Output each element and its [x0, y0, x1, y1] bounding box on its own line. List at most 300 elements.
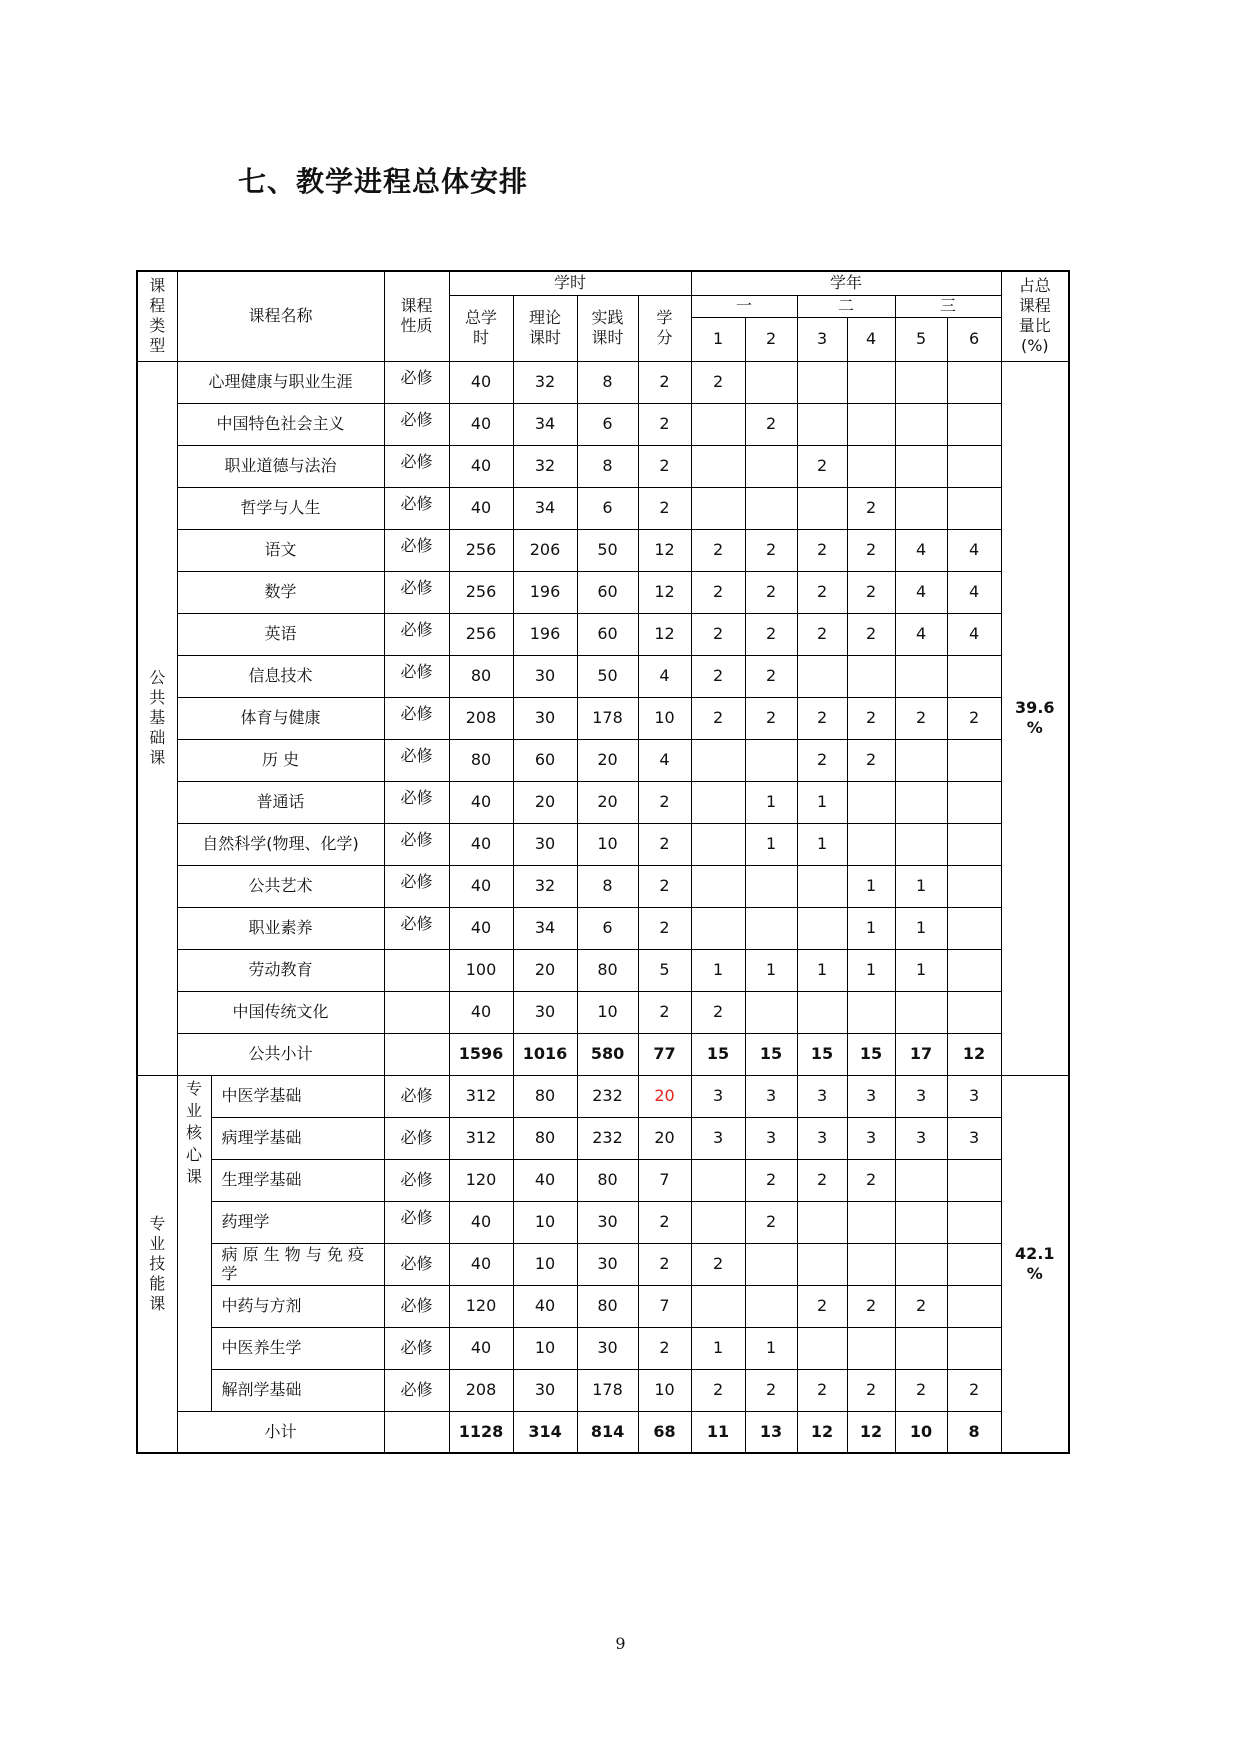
theory-hours-cell: 30 — [513, 991, 577, 1033]
table-row — [137, 361, 1069, 403]
term-4-cell: 2 — [847, 1369, 895, 1411]
practice-hours-cell: 80 — [577, 949, 638, 991]
theory-hours-cell: 80 — [513, 1117, 577, 1159]
table-row — [137, 1159, 1069, 1201]
total-hours-cell: 312 — [449, 1075, 513, 1117]
course-name-cell: 生理学基础 — [211, 1159, 384, 1201]
term-2-cell: 2 — [745, 1201, 797, 1243]
credit-cell: 10 — [638, 697, 691, 739]
theory-hours-cell: 34 — [513, 907, 577, 949]
theory-hours-cell: 196 — [513, 571, 577, 613]
theory-hours-cell: 10 — [513, 1201, 577, 1243]
term-2-cell: 2 — [745, 1369, 797, 1411]
total-hours-cell: 1596 — [449, 1033, 513, 1075]
term-6-cell — [947, 1243, 1001, 1285]
course-nature-cell: 必修 — [384, 445, 449, 487]
term-4-cell: 1 — [847, 865, 895, 907]
term-5-cell: 3 — [895, 1117, 947, 1159]
course-nature-cell: 必修 — [384, 529, 449, 571]
table-row — [137, 949, 1069, 991]
term-4-cell: 2 — [847, 487, 895, 529]
term-1-cell: 3 — [691, 1075, 745, 1117]
total-hours-cell: 40 — [449, 445, 513, 487]
table-row — [137, 529, 1069, 571]
course-nature-cell: 必修 — [384, 487, 449, 529]
term-1-cell: 2 — [691, 361, 745, 403]
total-hours-cell: 1128 — [449, 1411, 513, 1453]
term-1-cell: 3 — [691, 1117, 745, 1159]
course-name-cell: 职业道德与法治 — [177, 445, 384, 487]
term-4-cell: 1 — [847, 907, 895, 949]
term-1-cell — [691, 865, 745, 907]
term-4-cell — [847, 655, 895, 697]
table-row — [137, 487, 1069, 529]
practice-hours-cell: 8 — [577, 865, 638, 907]
term-3-cell: 2 — [797, 445, 847, 487]
term-4-cell — [847, 1327, 895, 1369]
term-2-cell: 1 — [745, 781, 797, 823]
term-4-cell: 3 — [847, 1075, 895, 1117]
term-5-cell — [895, 991, 947, 1033]
course-name-cell: 语文 — [177, 529, 384, 571]
practice-hours-cell: 20 — [577, 781, 638, 823]
term-6-cell — [947, 907, 1001, 949]
term-2-cell: 2 — [745, 403, 797, 445]
term-2-cell: 2 — [745, 697, 797, 739]
theory-hours-cell: 196 — [513, 613, 577, 655]
theory-hours-cell: 32 — [513, 865, 577, 907]
term-1-cell — [691, 1159, 745, 1201]
course-name-cell: 历 史 — [177, 739, 384, 781]
header-year-3: 三 — [895, 295, 1001, 317]
term-3-cell: 2 — [797, 697, 847, 739]
term-1-cell: 1 — [691, 1327, 745, 1369]
term-5-cell — [895, 1243, 947, 1285]
header-term-3: 3 — [797, 317, 847, 361]
term-2-cell: 1 — [745, 1327, 797, 1369]
practice-hours-cell: 10 — [577, 991, 638, 1033]
term-2-cell — [745, 1285, 797, 1327]
page-title: 七、教学进程总体安排 — [238, 165, 529, 198]
total-hours-cell: 40 — [449, 781, 513, 823]
term-6-cell: 4 — [947, 613, 1001, 655]
term-1-cell: 2 — [691, 1369, 745, 1411]
term-2-cell — [745, 865, 797, 907]
term-3-cell: 2 — [797, 1159, 847, 1201]
course-nature-cell: 必修 — [384, 1369, 449, 1411]
course-nature-cell: 必修 — [384, 1159, 449, 1201]
table-row — [137, 613, 1069, 655]
term-6-cell: 2 — [947, 697, 1001, 739]
course-name-cell: 中国特色社会主义 — [177, 403, 384, 445]
term-3-cell — [797, 487, 847, 529]
term-3-cell — [797, 907, 847, 949]
header-term-4: 4 — [847, 317, 895, 361]
term-3-cell: 2 — [797, 1285, 847, 1327]
credit-cell: 2 — [638, 865, 691, 907]
term-2-cell: 2 — [745, 1159, 797, 1201]
total-hours-cell: 40 — [449, 1243, 513, 1285]
term-2-cell: 2 — [745, 529, 797, 571]
total-hours-cell: 40 — [449, 907, 513, 949]
table-row — [137, 991, 1069, 1033]
table-row — [137, 823, 1069, 865]
term-6-cell — [947, 739, 1001, 781]
term-3-cell: 1 — [797, 823, 847, 865]
header-course-type: 课 程 类 型 — [137, 271, 177, 361]
practice-hours-cell: 814 — [577, 1411, 638, 1453]
practice-hours-cell: 30 — [577, 1201, 638, 1243]
header-term-5: 5 — [895, 317, 947, 361]
term-5-cell: 2 — [895, 1285, 947, 1327]
term-2-cell: 3 — [745, 1075, 797, 1117]
practice-hours-cell: 30 — [577, 1327, 638, 1369]
subtotal-label: 公共小计 — [177, 1033, 384, 1075]
term-1-cell: 2 — [691, 991, 745, 1033]
course-nature-cell: 必修 — [384, 865, 449, 907]
term-2-cell — [745, 361, 797, 403]
practice-hours-cell: 6 — [577, 907, 638, 949]
course-nature-cell: 必修 — [384, 739, 449, 781]
course-name-cell: 劳动教育 — [177, 949, 384, 991]
course-name-cell: 体育与健康 — [177, 697, 384, 739]
header-term-2: 2 — [745, 317, 797, 361]
term-3-cell: 2 — [797, 739, 847, 781]
course-nature-cell: 必修 — [384, 1285, 449, 1327]
schedule-table — [136, 270, 1070, 1454]
course-name-cell: 普通话 — [177, 781, 384, 823]
course-nature-cell: 必修 — [384, 1117, 449, 1159]
term-4-cell: 1 — [847, 949, 895, 991]
term-5-cell — [895, 823, 947, 865]
total-hours-cell: 40 — [449, 487, 513, 529]
header-year-2: 二 — [797, 295, 895, 317]
term-6-cell: 3 — [947, 1075, 1001, 1117]
subtotal-row — [137, 1411, 1069, 1453]
term-3-cell: 2 — [797, 1369, 847, 1411]
theory-hours-cell: 30 — [513, 823, 577, 865]
term-1-cell: 2 — [691, 697, 745, 739]
theory-hours-cell: 10 — [513, 1243, 577, 1285]
term-5-cell: 3 — [895, 1075, 947, 1117]
term-5-cell: 4 — [895, 613, 947, 655]
header-theory-hours: 理论 课时 — [513, 295, 577, 361]
table-row — [137, 1117, 1069, 1159]
term-5-cell: 4 — [895, 529, 947, 571]
total-hours-cell: 40 — [449, 823, 513, 865]
table-row — [137, 403, 1069, 445]
term-2-cell: 1 — [745, 823, 797, 865]
term-1-cell: 1 — [691, 949, 745, 991]
practice-hours-cell: 6 — [577, 487, 638, 529]
term-1-cell — [691, 445, 745, 487]
practice-hours-cell: 50 — [577, 655, 638, 697]
theory-hours-cell: 20 — [513, 949, 577, 991]
header-course-nature: 课程 性质 — [384, 271, 449, 361]
credit-cell: 20 — [638, 1075, 691, 1117]
header-hours: 学时 — [449, 271, 691, 295]
term-4-cell — [847, 1201, 895, 1243]
practice-hours-cell: 50 — [577, 529, 638, 571]
term-6-cell — [947, 361, 1001, 403]
term-2-cell: 3 — [745, 1117, 797, 1159]
term-4-cell: 3 — [847, 1117, 895, 1159]
practice-hours-cell: 60 — [577, 571, 638, 613]
total-hours-cell: 80 — [449, 655, 513, 697]
header-practice-hours: 实践 课时 — [577, 295, 638, 361]
term-3-cell: 1 — [797, 781, 847, 823]
term-4-cell: 2 — [847, 697, 895, 739]
term-1-cell: 2 — [691, 571, 745, 613]
term-1-cell: 11 — [691, 1411, 745, 1453]
subtotal-row — [137, 1033, 1069, 1075]
term-3-cell: 1 — [797, 949, 847, 991]
term-4-cell: 2 — [847, 1159, 895, 1201]
term-5-cell — [895, 403, 947, 445]
professional-course-type: 专 业 技 能 课 — [137, 1075, 177, 1453]
term-1-cell — [691, 907, 745, 949]
total-hours-cell: 120 — [449, 1159, 513, 1201]
term-2-cell: 15 — [745, 1033, 797, 1075]
term-3-cell — [797, 655, 847, 697]
term-6-cell: 12 — [947, 1033, 1001, 1075]
course-name-cell: 中医学基础 — [211, 1075, 384, 1117]
term-3-cell: 2 — [797, 571, 847, 613]
table-row — [137, 571, 1069, 613]
practice-hours-cell: 8 — [577, 361, 638, 403]
course-name-cell: 信息技术 — [177, 655, 384, 697]
header-term-6: 6 — [947, 317, 1001, 361]
credit-cell: 2 — [638, 487, 691, 529]
term-4-cell: 15 — [847, 1033, 895, 1075]
term-5-cell — [895, 361, 947, 403]
credit-cell: 7 — [638, 1285, 691, 1327]
total-hours-cell: 256 — [449, 529, 513, 571]
term-6-cell — [947, 949, 1001, 991]
total-hours-cell: 312 — [449, 1117, 513, 1159]
course-nature-cell: 必修 — [384, 403, 449, 445]
credit-cell: 2 — [638, 823, 691, 865]
theory-hours-cell: 32 — [513, 445, 577, 487]
course-name-cell: 中医养生学 — [211, 1327, 384, 1369]
course-nature-cell: 必修 — [384, 1075, 449, 1117]
term-5-cell — [895, 445, 947, 487]
total-hours-cell: 100 — [449, 949, 513, 991]
term-2-cell — [745, 991, 797, 1033]
table-row — [137, 1285, 1069, 1327]
term-1-cell: 2 — [691, 529, 745, 571]
course-nature-cell: 必修 — [384, 1243, 449, 1285]
term-5-cell: 2 — [895, 697, 947, 739]
theory-hours-cell: 30 — [513, 1369, 577, 1411]
theory-hours-cell: 40 — [513, 1159, 577, 1201]
table-row — [137, 739, 1069, 781]
term-5-cell: 17 — [895, 1033, 947, 1075]
public-ratio: 39.6 % — [1001, 361, 1069, 1075]
course-name-cell: 英语 — [177, 613, 384, 655]
term-1-cell — [691, 781, 745, 823]
subtotal-label: 小计 — [177, 1411, 384, 1453]
total-hours-cell: 80 — [449, 739, 513, 781]
term-1-cell — [691, 1201, 745, 1243]
credit-cell: 2 — [638, 991, 691, 1033]
course-nature-cell: 必修 — [384, 1327, 449, 1369]
term-6-cell — [947, 1159, 1001, 1201]
term-4-cell — [847, 1243, 895, 1285]
term-4-cell: 2 — [847, 739, 895, 781]
course-name-cell: 中国传统文化 — [177, 991, 384, 1033]
term-1-cell — [691, 403, 745, 445]
credit-cell: 20 — [638, 1117, 691, 1159]
term-6-cell — [947, 823, 1001, 865]
table-row — [137, 865, 1069, 907]
term-5-cell — [895, 1327, 947, 1369]
term-2-cell — [745, 739, 797, 781]
course-name-cell: 解剖学基础 — [211, 1369, 384, 1411]
term-4-cell: 2 — [847, 1285, 895, 1327]
course-nature-cell: 必修 — [384, 1201, 449, 1243]
term-2-cell — [745, 445, 797, 487]
theory-hours-cell: 10 — [513, 1327, 577, 1369]
term-6-cell — [947, 991, 1001, 1033]
term-3-cell: 12 — [797, 1411, 847, 1453]
term-1-cell: 15 — [691, 1033, 745, 1075]
course-nature-cell: 必修 — [384, 571, 449, 613]
term-3-cell: 2 — [797, 529, 847, 571]
credit-cell: 5 — [638, 949, 691, 991]
term-4-cell — [847, 781, 895, 823]
course-nature-cell — [384, 991, 449, 1033]
term-6-cell — [947, 1285, 1001, 1327]
term-2-cell: 1 — [745, 949, 797, 991]
credit-cell: 2 — [638, 403, 691, 445]
credit-cell: 2 — [638, 907, 691, 949]
header-year-1: 一 — [691, 295, 797, 317]
term-2-cell: 2 — [745, 655, 797, 697]
header-school-year: 学年 — [691, 271, 1001, 295]
credit-cell: 68 — [638, 1411, 691, 1453]
practice-hours-cell: 10 — [577, 823, 638, 865]
credit-cell: 12 — [638, 529, 691, 571]
total-hours-cell: 40 — [449, 865, 513, 907]
credit-cell: 12 — [638, 571, 691, 613]
course-name-cell: 哲学与人生 — [177, 487, 384, 529]
term-4-cell: 2 — [847, 529, 895, 571]
practice-hours-cell: 20 — [577, 739, 638, 781]
theory-hours-cell: 32 — [513, 361, 577, 403]
table-row — [137, 907, 1069, 949]
theory-hours-cell: 34 — [513, 487, 577, 529]
theory-hours-cell: 206 — [513, 529, 577, 571]
term-3-cell — [797, 1201, 847, 1243]
total-hours-cell: 40 — [449, 403, 513, 445]
course-name-cell: 心理健康与职业生涯 — [177, 361, 384, 403]
term-2-cell: 2 — [745, 571, 797, 613]
term-1-cell — [691, 1285, 745, 1327]
total-hours-cell: 40 — [449, 361, 513, 403]
term-6-cell: 4 — [947, 571, 1001, 613]
credit-cell: 2 — [638, 1201, 691, 1243]
term-5-cell: 1 — [895, 907, 947, 949]
term-5-cell: 1 — [895, 865, 947, 907]
course-nature-cell — [384, 1033, 449, 1075]
term-5-cell: 2 — [895, 1369, 947, 1411]
term-6-cell — [947, 445, 1001, 487]
theory-hours-cell: 1016 — [513, 1033, 577, 1075]
total-hours-cell: 256 — [449, 613, 513, 655]
practice-hours-cell: 30 — [577, 1243, 638, 1285]
term-3-cell — [797, 403, 847, 445]
practice-hours-cell: 232 — [577, 1075, 638, 1117]
term-5-cell — [895, 487, 947, 529]
theory-hours-cell: 20 — [513, 781, 577, 823]
theory-hours-cell: 30 — [513, 697, 577, 739]
term-6-cell — [947, 781, 1001, 823]
public-course-type: 公 共 基 础 课 — [137, 361, 177, 1075]
table-row — [137, 1243, 1069, 1285]
term-4-cell — [847, 823, 895, 865]
page-number: 9 — [615, 1634, 626, 1653]
course-name-cell: 职业素养 — [177, 907, 384, 949]
credit-cell: 4 — [638, 655, 691, 697]
term-6-cell: 2 — [947, 1369, 1001, 1411]
term-6-cell — [947, 865, 1001, 907]
term-1-cell: 2 — [691, 655, 745, 697]
term-4-cell: 2 — [847, 571, 895, 613]
term-5-cell: 1 — [895, 949, 947, 991]
term-1-cell — [691, 487, 745, 529]
term-1-cell — [691, 739, 745, 781]
total-hours-cell: 208 — [449, 697, 513, 739]
credit-cell: 4 — [638, 739, 691, 781]
practice-hours-cell: 178 — [577, 697, 638, 739]
total-hours-cell: 120 — [449, 1285, 513, 1327]
term-4-cell — [847, 361, 895, 403]
term-5-cell — [895, 1159, 947, 1201]
theory-hours-cell: 34 — [513, 403, 577, 445]
course-nature-cell: 必修 — [384, 697, 449, 739]
table-row — [137, 655, 1069, 697]
term-4-cell — [847, 403, 895, 445]
term-6-cell: 4 — [947, 529, 1001, 571]
term-2-cell: 13 — [745, 1411, 797, 1453]
total-hours-cell: 208 — [449, 1369, 513, 1411]
course-nature-cell: 必修 — [384, 907, 449, 949]
table-row — [137, 1075, 1069, 1117]
term-4-cell — [847, 445, 895, 487]
total-hours-cell: 40 — [449, 1201, 513, 1243]
practice-hours-cell: 60 — [577, 613, 638, 655]
course-nature-cell: 必修 — [384, 823, 449, 865]
practice-hours-cell: 8 — [577, 445, 638, 487]
term-3-cell — [797, 1243, 847, 1285]
table-row — [137, 1327, 1069, 1369]
term-4-cell: 12 — [847, 1411, 895, 1453]
practice-hours-cell: 80 — [577, 1159, 638, 1201]
term-2-cell: 2 — [745, 613, 797, 655]
table-row — [137, 445, 1069, 487]
table-row — [137, 781, 1069, 823]
credit-cell: 10 — [638, 1369, 691, 1411]
credit-cell: 77 — [638, 1033, 691, 1075]
term-5-cell — [895, 781, 947, 823]
term-5-cell — [895, 1201, 947, 1243]
header-ratio: 占总 课程 量比 (%) — [1001, 271, 1069, 361]
course-name-cell: 公共艺术 — [177, 865, 384, 907]
term-1-cell: 2 — [691, 1243, 745, 1285]
term-3-cell — [797, 991, 847, 1033]
course-name-cell: 数学 — [177, 571, 384, 613]
